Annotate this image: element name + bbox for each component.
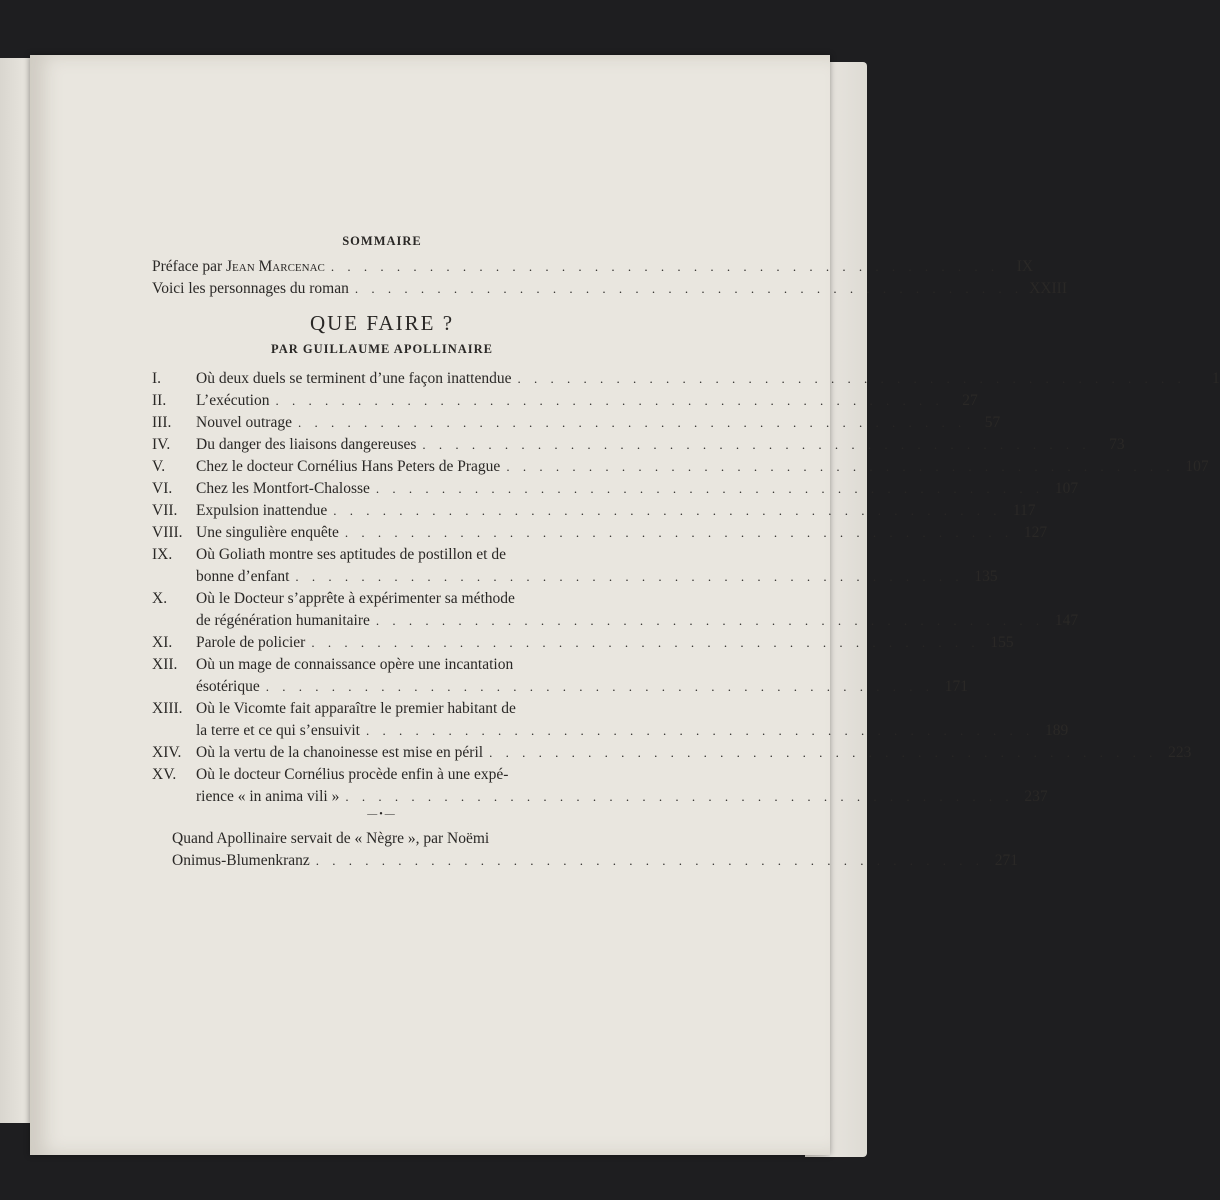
chapter-entry xyxy=(152,632,1014,654)
sommaire-heading: SOMMAIRE xyxy=(342,234,422,248)
page-number: 147 xyxy=(1054,612,1079,629)
chapter-entry xyxy=(152,390,978,412)
table-of-contents xyxy=(152,230,1220,872)
chapter-title: Nouvel outrage xyxy=(196,414,292,431)
chapter-number: XI. xyxy=(152,634,173,651)
page-number: XXIII xyxy=(1029,280,1067,297)
chapter-title: Une singulière enquête xyxy=(196,524,339,541)
chapter-number: IV. xyxy=(152,436,171,453)
leader-dots: . . . . . . . . . . . . . . . . . . . . . . . . . . . . . . . . . . . . . . . . . xyxy=(375,481,1045,496)
chapter-entry xyxy=(152,654,968,698)
book-title: QUE FAIRE ? xyxy=(309,311,455,335)
chapter-number: VIII. xyxy=(152,524,183,541)
chapter-number: VI. xyxy=(152,480,173,497)
chapter-number: III. xyxy=(152,414,172,431)
page-number: 189 xyxy=(1044,722,1069,739)
ornament-divider: —•— xyxy=(367,809,397,820)
chapter-title: Parole de policier xyxy=(196,634,306,651)
chapter-title: rience « in anima vili » xyxy=(196,788,340,805)
leader-dots: . . . . . . . . . . . . . . . . . . . . . . . . . . . . . . . . . . . . . . . . . xyxy=(365,723,1035,738)
leader-dots: . . . . . . . . . . . . . . . . . . . . . . . . . . . . . . . . . . . . . . . . . xyxy=(311,635,980,650)
chapter-number: VII. xyxy=(152,502,178,519)
chapter-entry xyxy=(152,368,1220,390)
chapter-title-line: Où un mage de connaissance opère une incantation xyxy=(196,656,514,673)
chapter-entry xyxy=(152,478,1079,500)
book-author: PAR GUILLAUME APOLLINAIRE xyxy=(270,342,493,356)
leader-dots: . . . . . . . . . . . . . . . . . . . . . . . . . . . . . . . . . . . . . . . . . xyxy=(295,569,964,584)
chapter-entry xyxy=(152,764,1048,808)
chapter-entry xyxy=(152,522,1048,544)
page-number: 27 xyxy=(962,392,978,409)
page-number: 107 xyxy=(1185,458,1209,475)
page-number: IX xyxy=(1016,258,1034,275)
chapter-title-line: Où le Docteur s’apprête à expérimenter sa méthode xyxy=(196,590,515,607)
chapter-entry xyxy=(152,588,1079,632)
chapter-entry xyxy=(152,698,1069,742)
page-number: 107 xyxy=(1054,480,1079,497)
leader-dots: . . . . . . . . . . . . . . . . . . . . . . . . . . . . . . . . . . . . . . . . . xyxy=(297,415,967,430)
page-number: 171 xyxy=(944,678,968,695)
appendix-title-last: Onimus-Blumenkranz xyxy=(172,852,310,869)
leader-dots: . . . . . . . . . . . . . . . . . . . . . . . . . . . . . . . . . . . . . . . . . xyxy=(330,259,1000,274)
front-matter-row xyxy=(152,256,1034,278)
chapter-list xyxy=(152,368,1220,808)
page-number: 237 xyxy=(1024,788,1048,805)
front-matter-row xyxy=(152,278,1067,300)
leader-dots: . . . . . . . . . . . . . . . . . . . . . . . . . . . . . . . . . . . . . . . . . xyxy=(275,393,944,408)
leader-dots: . . . . . . . . . . . . . . . . . . . . . . . . . . . . . . . . . . . . . . . . . xyxy=(345,789,1014,804)
leader-dots: . . . . . . . . . . . . . . . . . . . . . . . . . . . . . . . . . . . . . . . . . xyxy=(265,679,934,694)
leader-dots: . . . . . . . . . . . . . . . . . . . . . . . . . . . . . . . . . . . . . . . . . xyxy=(375,613,1045,628)
chapter-number: II. xyxy=(152,392,167,409)
chapter-title: la terre et ce qui s’ensuivit xyxy=(196,722,360,739)
leader-dots: . . . . . . . . . . . . . . . . . . . . . . . . . . . . . . . . . . . . . . . . . xyxy=(506,459,1175,474)
front-matter-label: Voici les personnages du roman xyxy=(152,280,349,297)
page-number: 73 xyxy=(1109,436,1125,453)
chapter-title: de régénération humanitaire xyxy=(196,612,370,629)
page-number: 223 xyxy=(1168,744,1192,761)
chapter-number: XV. xyxy=(152,766,177,783)
chapter-entry xyxy=(152,742,1192,764)
chapter-entry xyxy=(152,544,998,588)
page-number: 117 xyxy=(1012,502,1036,519)
chapter-entry xyxy=(152,412,1001,434)
chapter-title-line: Où le docteur Cornélius procède enfin à une expé- xyxy=(196,766,509,783)
front-matter-label: Préface par Jean Marcenac xyxy=(152,258,325,275)
chapter-number: XIV. xyxy=(152,744,182,761)
chapter-entry xyxy=(152,456,1209,478)
chapter-title: Chez les Montfort-Chalosse xyxy=(196,480,370,497)
chapter-number: XII. xyxy=(152,656,178,673)
page-number: 1 xyxy=(1212,370,1220,387)
chapter-entry xyxy=(152,500,1036,522)
chapter-title: Où la vertu de la chanoinesse est mise en péril xyxy=(196,744,484,761)
page-number: 127 xyxy=(1023,524,1048,541)
chapter-title: bonne d’enfant xyxy=(196,568,290,585)
chapter-title: Du danger des liaisons dangereuses xyxy=(196,436,417,453)
chapter-title: Chez le docteur Cornélius Hans Peters de Prague xyxy=(196,458,501,475)
chapter-title: Expulsion inattendue xyxy=(196,502,328,519)
preface-author: Jean Marcenac xyxy=(226,258,325,275)
page-number: 135 xyxy=(974,568,998,585)
chapter-number: XIII. xyxy=(152,700,183,717)
chapter-entry xyxy=(152,434,1125,456)
chapter-title-line: Où le Vicomte fait apparaître le premier habitant de xyxy=(196,700,516,717)
chapter-number: IX. xyxy=(152,546,173,563)
chapter-number: V. xyxy=(152,458,166,475)
leader-dots: . . . . . . . . . . . . . . . . . . . . . . . . . . . . . . . . . . . . . . . . . xyxy=(333,503,1002,518)
page-number: 271 xyxy=(994,852,1019,869)
leader-dots: . . . . . . . . . . . . . . . . . . . . . . . . . . . . . . . . . . . . . . . . . xyxy=(489,745,1158,760)
chapter-number: I. xyxy=(152,370,162,387)
chapter-number: X. xyxy=(152,590,168,607)
appendix-entry xyxy=(172,828,1019,872)
page-number: 155 xyxy=(990,634,1014,651)
chapter-title: Où deux duels se terminent d’une façon inattendue xyxy=(196,370,512,387)
leader-dots: . . . . . . . . . . . . . . . . . . . . . . . . . . . . . . . . . . . . . . . . . xyxy=(354,281,1024,296)
leader-dots: . . . . . . . . . . . . . . . . . . . . . . . . . . . . . . . . . . . . . . . . . xyxy=(344,525,1014,540)
appendix-title-line: Quand Apollinaire servait de « Nègre », par Noëmi xyxy=(172,830,490,847)
chapter-title-line: Où Goliath montre ses aptitudes de postillon et de xyxy=(196,546,506,563)
chapter-title: ésotérique xyxy=(196,678,260,695)
chapter-title: L’exécution xyxy=(196,392,270,409)
leader-dots: . . . . . . . . . . . . . . . . . . . . . . . . . . . . . . . . . . . . . . . . . xyxy=(422,437,1091,452)
page-number: 57 xyxy=(984,414,1001,431)
leader-dots: . . . . . . . . . . . . . . . . . . . . . . . . . . . . . . . . . . . . . . . . . xyxy=(315,853,985,868)
leader-dots: . . . . . . . . . . . . . . . . . . . . . . . . . . . . . . . . . . . . . . . . . xyxy=(517,371,1186,386)
